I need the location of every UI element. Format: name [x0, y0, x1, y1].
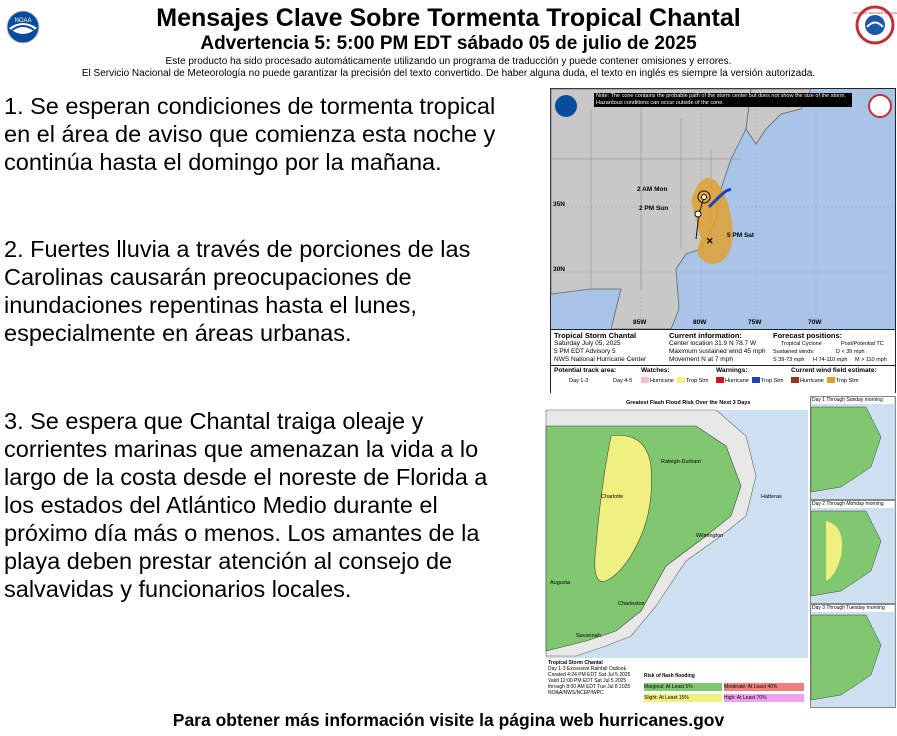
watches-title: Watches:	[641, 367, 670, 374]
disclaimer-line-1: Este producto ha sido procesado automáticamente utilizando un programa de traducción y puede contener omisiones y errores.	[165, 56, 732, 67]
current-winds: Maximum sustained wind 45 mph	[669, 348, 766, 355]
track-note: Note: The cone contains the probable path of the storm center but does not show the size of the storm. Hazardous conditions can occur outside of the cone.	[596, 93, 846, 106]
rain-info-line: Valid 12:00 PM EDT Sat Jul 5 2025	[548, 678, 627, 684]
rain-info-block	[548, 660, 638, 696]
warning-tropstm-swatch	[752, 377, 760, 383]
rain-info-line: Day 1-3 Excessive Rainfall Outlook	[548, 666, 627, 672]
track-map	[551, 89, 895, 329]
storm-name: Tropical Storm Chantal	[554, 331, 637, 340]
nws-logo-text: NATIONAL WEATHER SERVICE	[852, 11, 897, 15]
risk-moderate: Moderate: At Least 40%	[724, 683, 804, 691]
forecast-cyclone: Tropical Cyclone	[781, 341, 822, 347]
day-3-label: Day 3 Through Tuesday morning	[812, 605, 894, 612]
day-1-map-shape	[811, 397, 895, 499]
rain-info-line: Created 4:24 PM EDT Sat Jul 5 2025	[548, 672, 631, 678]
forecast-title: Forecast positions:	[773, 331, 843, 340]
wind-field-title: Current wind field estimate:	[791, 367, 877, 374]
watch-tropstm-swatch	[677, 377, 685, 383]
track-day45: Day 4-5	[613, 378, 633, 384]
storm-advisory: 5 PM EDT Advisory 5	[554, 348, 616, 355]
storm-date: Saturday July 05, 2025	[554, 340, 621, 347]
risk-title: Risk of flash flooding	[644, 673, 695, 679]
lon-label-80w: 80W	[693, 319, 707, 326]
lat-label-30n: 30N	[553, 266, 565, 273]
warning-tropstm: Trop Stm	[761, 378, 784, 384]
current-movement: Movement N at 7 mph	[669, 356, 733, 363]
warning-hurricane: Hurricane	[725, 378, 749, 384]
forecast-point-2pm-sun: 2 PM Sun	[639, 205, 669, 212]
advisory-subtitle: Advertencia 5: 5:00 PM EDT sábado 05 de julio de 2025	[200, 33, 697, 54]
track-cone-graphic	[550, 88, 896, 393]
track-area-title: Potential track area:	[554, 367, 617, 374]
city-hatteras: Hatteras	[761, 494, 782, 500]
current-info-title: Current information:	[669, 331, 742, 340]
track-day13: Day 1-3	[569, 378, 589, 384]
key-message-1: 1. Se esperan condiciones de tormenta tropical en el área de aviso que comienza esta noche y continúa hasta el domingo por la mañana.	[4, 93, 496, 175]
current-location: Center location 31.9 N 78.7 W	[669, 340, 757, 347]
rainfall-outlook-graphic	[546, 396, 894, 706]
footer-link-text: Para obtener más información visite la página web hurricanes.gov	[172, 710, 725, 730]
watch-tropstm: Trop Stm	[686, 378, 709, 384]
forecast-point-5pm-sat: 5 PM Sat	[727, 232, 755, 239]
rain-info-line: through 8:00 AM EDT Tue Jul 8 2025	[548, 684, 631, 690]
lon-label-75w: 75W	[748, 319, 762, 326]
rain-map-title: Greatest Flash Flood Risk Over the Next 3 Days	[626, 400, 751, 406]
disclaimer-line-2: El Servicio Nacional de Meteorología no puede garantizar la precisión del texto convertido. De haber alguna duda, el texto en inglés es siempre la versión autorizada.	[81, 68, 816, 79]
forecast-post: Post/Potential TC	[841, 341, 884, 347]
key-message-3: 3. Se espera que Chantal traiga oleaje y corrientes marinas que amenazan la vida a lo largo de la costa desde el noreste de Florida a los estados del Atlántico Medio durante el próximo día más o menos. Los amantes de la playa deben prestar atención al consejo de salvavidas y funcionarios locales.	[4, 408, 488, 602]
risk-high: High: At Least 70%	[724, 694, 804, 702]
page-title: Mensajes Clave Sobre Tormenta Tropical Chantal	[156, 4, 741, 32]
forecast-h: H 74-110 mph	[813, 357, 848, 363]
lon-label-70w: 70W	[808, 319, 822, 326]
track-info-box	[551, 329, 895, 393]
svg-text:✕: ✕	[706, 236, 714, 246]
watch-hurricane: Hurricane	[650, 378, 674, 384]
rain-info-line: NOAA/NWS/NCEP/WPC	[548, 690, 604, 696]
city-raleigh: Raleigh-Durham	[661, 459, 702, 465]
wind-hurricane: Hurricane	[800, 378, 824, 384]
lon-label-85w: 85W	[633, 319, 647, 326]
forecast-point-2am-mon: 2 AM Mon	[637, 186, 668, 193]
wind-tropstm-swatch	[827, 377, 835, 383]
city-wilmington: Wilmington	[696, 533, 724, 539]
noaa-logo-text: NOAA	[14, 18, 32, 24]
rain-info-line: Tropical Storm Chantal	[548, 660, 603, 666]
day-1-map	[810, 396, 896, 500]
day-2-map	[810, 500, 896, 604]
risk-marginal: Marginal: At Least 5%	[644, 683, 722, 691]
forecast-winds: Sustained winds:	[773, 349, 815, 355]
risk-slight: Slight: At Least 15%	[644, 694, 722, 702]
city-savannah: Savannah	[576, 633, 601, 639]
day-1-label: Day 1 Through Sunday morning	[812, 397, 894, 404]
forecast-m: M > 110 mph	[855, 357, 887, 363]
lat-label-35n: 35N	[553, 201, 565, 208]
warnings-title: Warnings:	[716, 367, 748, 374]
city-charleston: Charleston	[618, 601, 645, 607]
day-3-map-shape	[811, 605, 895, 707]
day-3-map	[810, 604, 896, 708]
key-message-2: 2. Fuertes lluvia a través de porciones de las Carolinas causarán preocupaciones de inundaciones repentinas hasta el lunes, especialmente en áreas urbanas.	[4, 236, 471, 346]
city-augusta: Augusta	[550, 580, 571, 586]
forecast-s: S 39-73 mph	[773, 357, 805, 363]
warning-hurricane-swatch	[716, 377, 724, 383]
watch-hurricane-swatch	[641, 377, 649, 383]
day-2-map-shape	[811, 501, 895, 603]
day-2-label: Day 2 Through Monday morning	[812, 501, 894, 508]
city-charlotte: Charlotte	[601, 494, 624, 500]
wind-hurricane-swatch	[791, 377, 799, 383]
wind-tropstm: Trop Stm	[836, 378, 859, 384]
storm-center: NWS National Hurricane Center	[554, 356, 647, 363]
forecast-d: D < 39 mph	[836, 349, 865, 355]
